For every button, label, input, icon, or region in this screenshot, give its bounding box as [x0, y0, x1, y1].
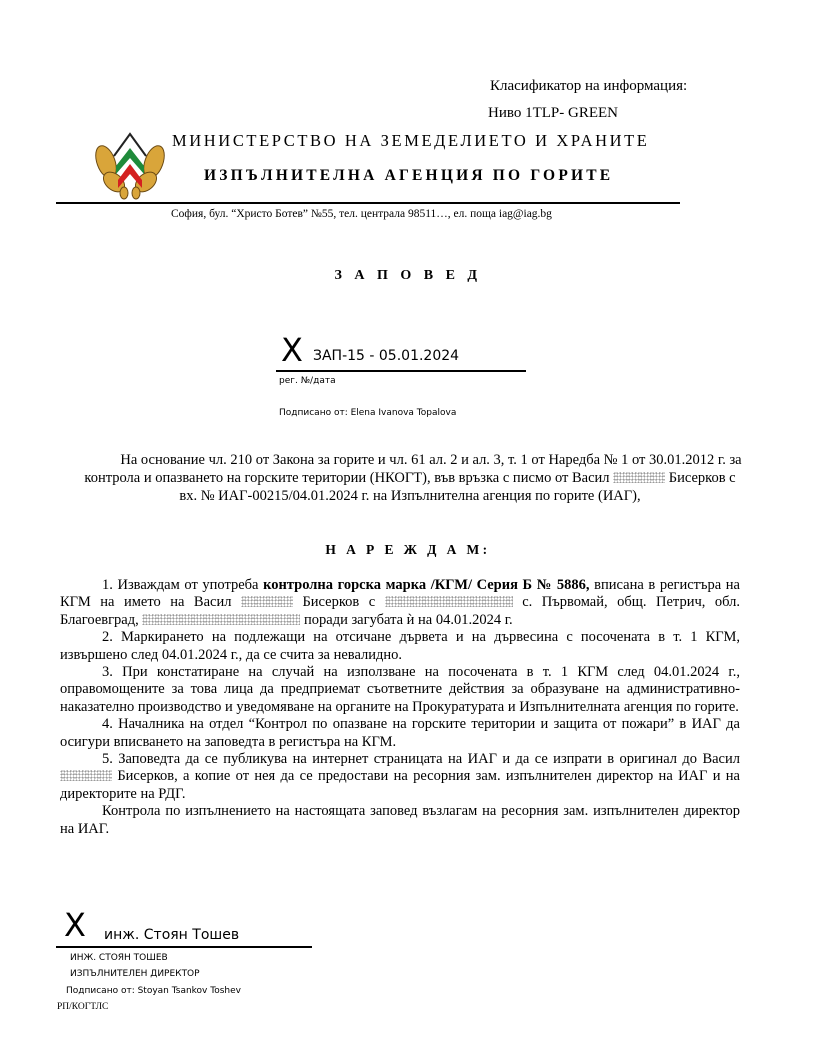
classification-level: Ниво 1TLP- GREEN	[488, 105, 618, 121]
intro-text-part2: Бисерков с вх. № ИАГ-00215/04.01.2024 г. на Изпълнителна агенция по горите (ИАГ),	[179, 470, 736, 504]
item-1-bold: контролна горска марка /КГМ/ Серия Б № 5886,	[263, 577, 590, 593]
director-signature-mark: X	[64, 906, 86, 944]
order-heading: Н А Р Е Ж Д А М:	[325, 542, 491, 557]
director-position: ИЗПЪЛНИТЕЛЕН ДИРЕКТОР	[70, 969, 200, 979]
registration-number-date: ЗАП-15 - 05.01.2024	[313, 348, 460, 364]
item-1-text-b: вписана в регистъра на КГМ на името на Васил	[60, 577, 740, 611]
item-5-text: 5. Заповедта да се публикува на интернет страницата на ИАГ и да се изпрати в оригинал до Васил	[102, 751, 740, 768]
document-title: З А П О В Е Д	[334, 268, 482, 283]
signature-line	[276, 370, 526, 372]
order-item-3: 3. При констатиране на случай на използване на посочената в т. 1 КГМ след 04.01.2024 г., оправомощените за това лица да предприемат съответните действия за образуване на административно-наказателно производство и уведомяване на органите на Прокуратурата и Изпълнителната агенция по горите.	[60, 664, 740, 715]
director-name: ИНЖ. СТОЯН ТОШЕВ	[70, 953, 168, 963]
redacted-text	[385, 596, 513, 607]
agency-logo-icon	[94, 126, 166, 200]
director-signature-value: инж. Стоян Тошев	[104, 927, 240, 943]
redacted-text	[60, 770, 112, 781]
redacted-text	[142, 614, 300, 625]
order-items	[60, 577, 740, 838]
item-1-text-e: поради загубата ѝ на 04.01.2024 г.	[300, 611, 513, 628]
item-1-text: 1. Изваждам от употреба	[102, 577, 264, 593]
registration-signed-by: Подписано от: Elena Ivanova Topalova	[279, 408, 457, 418]
classification-label: Класификатор на информация:	[490, 78, 688, 94]
oak-leaves-emblem-icon	[94, 126, 166, 202]
order-item-4: 4. Началника на отдел “Контрол по опазване на горските територии и защита от пожари” в ИАГ да осигури вписването на заповедта в регистъра на КГМ.	[60, 716, 740, 750]
control-paragraph: Контрола по изпълнението на настоящата заповед възлагам на ресорния зам. изпълнителен директор на ИАГ.	[60, 803, 740, 837]
agency-name: ИЗПЪЛНИТЕЛНА АГЕНЦИЯ ПО ГОРИТЕ	[204, 167, 614, 184]
agency-address: София, бул. “Христо Ботев” №55, тел. централа 98511…, ел. поща iag@iag.bg	[171, 208, 552, 220]
order-item-1	[60, 577, 740, 629]
document-reference: РП/КОГТЛС	[57, 1002, 109, 1012]
redacted-text	[613, 472, 665, 483]
order-item-5	[60, 751, 740, 803]
director-signed-by: Подписано от: Stoyan Tsankov Toshev	[66, 986, 241, 996]
intro-paragraph	[78, 451, 742, 505]
item-5-text-b: Бисерков, а копие от нея да се предостави на ресорния зам. изпълнителен директор на ИАГ и на директорите на РДГ.	[60, 768, 740, 802]
intro-text-part1: На основание чл. 210 от Закона за горите и чл. 61 ал. 2 и ал. 3, т. 1 от Наредба № 1 от 30.01.2012 г. за контрола и опазването на горските територии (НКОГТ), във връзка с писмо от Васил	[84, 452, 742, 486]
item-1-text-c: Бисерков с	[292, 594, 385, 611]
director-signature-line	[56, 946, 312, 948]
item-1-text-d: с. Първомай, общ. Петрич, обл. Благоевград,	[60, 594, 741, 628]
signature-mark: X	[281, 331, 303, 369]
redacted-text	[241, 596, 293, 607]
ministry-name: МИНИСТЕРСТВО НА ЗЕМЕДЕЛИЕТО И ХРАНИТЕ	[172, 131, 650, 150]
order-item-2: 2. Маркирането на подлежащи на отсичане дървета и на дървесина с посочената в т. 1 КГМ, извършено след 04.01.2024 г., да се счита за невалидно.	[60, 629, 740, 663]
registration-caption: рег. №/дата	[279, 376, 336, 386]
header-divider	[56, 202, 680, 204]
